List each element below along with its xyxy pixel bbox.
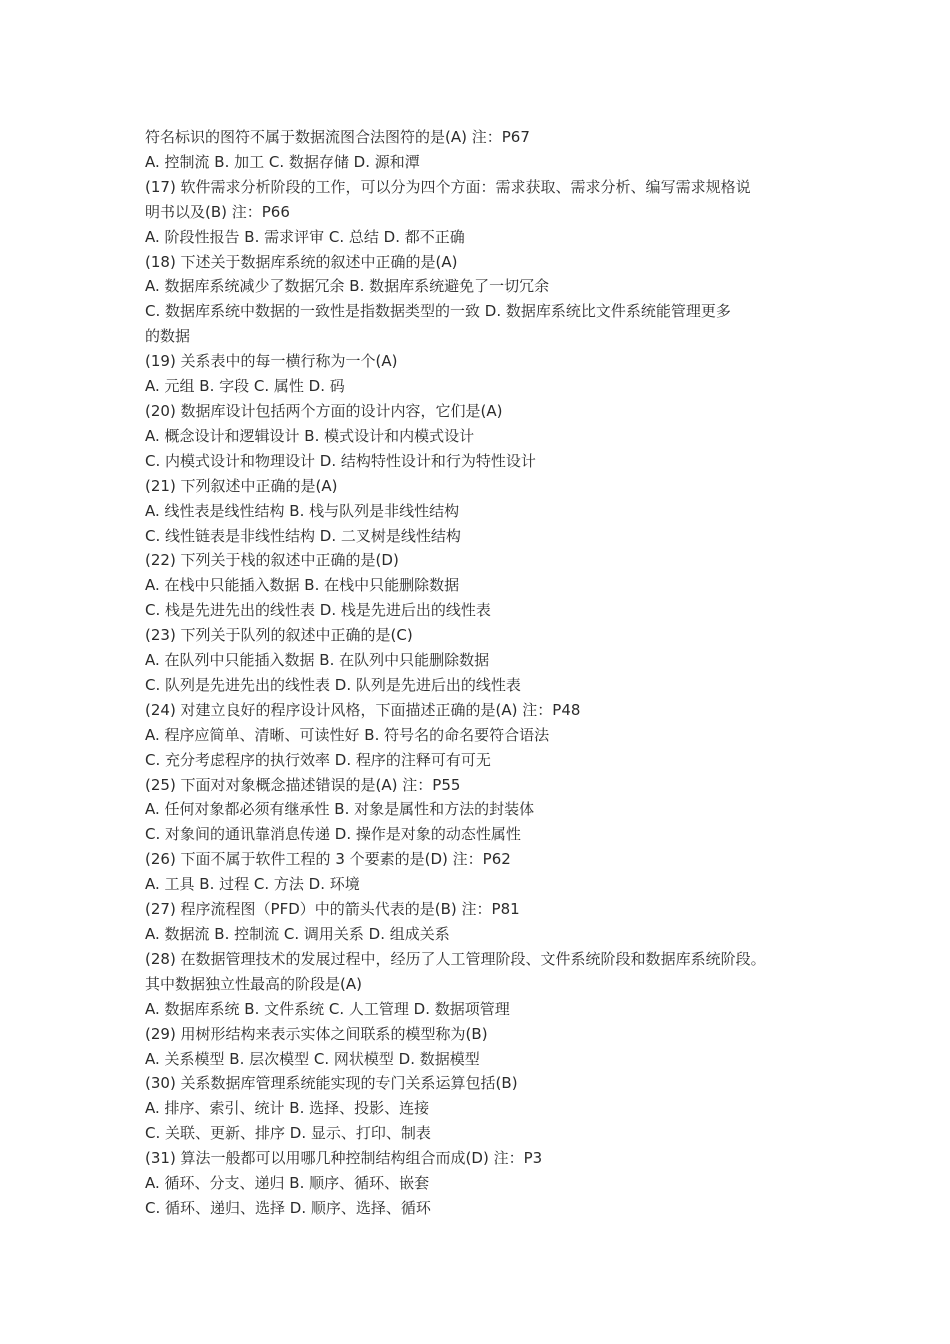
text-line: (30) 关系数据库管理系统能实现的专门关系运算包括(B) [145,1074,518,1093]
text-line: (23) 下列关于队列的叙述中正确的是(C) [145,626,413,645]
text-line: A. 概念设计和逻辑设计 B. 模式设计和内模式设计 [145,426,475,445]
text-line: (19) 关系表中的每一横行称为一个(A) [145,352,398,371]
text-line: (25) 下面对对象概念描述错误的是(A) 注：P55 [145,775,461,794]
text-line: 明书以及(B) 注：P66 [145,202,290,221]
text-line: C. 循环、递归、选择 D. 顺序、选择、循环 [145,1198,431,1217]
text-line: (31) 算法一般都可以用哪几种控制结构组合而成(D) 注：P3 [145,1149,543,1168]
text-line: A. 关系模型 B. 层次模型 C. 网状模型 D. 数据模型 [145,1049,480,1068]
text-line: A. 程序应简单、清晰、可读性好 B. 符号名的命名要符合语法 [145,725,550,744]
text-line: 其中数据独立性最高的阶段是(A) [145,974,362,993]
text-line: C. 充分考虑程序的执行效率 D. 程序的注释可有可无 [145,750,491,769]
text-line: A. 在栈中只能插入数据 B. 在栈中只能删除数据 [145,576,460,595]
text-line: A. 任何对象都必须有继承性 B. 对象是属性和方法的封装体 [145,800,535,819]
text-line: C. 队列是先进先出的线性表 D. 队列是先进后出的线性表 [145,675,521,694]
text-line: A. 在队列中只能插入数据 B. 在队列中只能删除数据 [145,651,490,670]
text-line: (17) 软件需求分析阶段的工作，可以分为四个方面：需求获取、需求分析、编写需求规格说 [145,177,751,196]
text-line: C. 关联、更新、排序 D. 显示、打印、制表 [145,1124,431,1143]
text-line: 符名标识的图符不属于数据流图合法图符的是(A) 注：P67 [145,128,530,146]
text-line: A. 排序、索引、统计 B. 选择、投影、连接 [145,1099,430,1118]
text-line: A. 数据流 B. 控制流 C. 调用关系 D. 组成关系 [145,925,450,943]
text-line: (27) 程序流程图（PFD）中的箭头代表的是(B) 注：P81 [145,900,520,919]
text-line: A. 阶段性报告 B. 需求评审 C. 总结 D. 都不正确 [145,227,465,246]
text-line: (21) 下列叙述中正确的是(A) [145,476,338,495]
text-line: (28) 在数据管理技术的发展过程中，经历了人工管理阶段、文件系统阶段和数据库系统阶段。 [145,949,766,968]
text-line: (20) 数据库设计包括两个方面的设计内容，它们是(A) [145,401,503,420]
text-line: A. 工具 B. 过程 C. 方法 D. 环境 [145,875,360,894]
text-line: C. 数据库系统中数据的一致性是指数据类型的一致 D. 数据库系统比文件系统能管理更多 [145,302,731,321]
text-line: (18) 下述关于数据库系统的叙述中正确的是(A) [145,252,458,271]
text-line: A. 线性表是线性结构 B. 栈与队列是非线性结构 [145,501,460,520]
text-line: (26) 下面不属于软件工程的 3 个要素的是(D) 注：P62 [145,850,511,869]
text-line: (24) 对建立良好的程序设计风格，下面描述正确的是(A) 注：P48 [145,700,581,719]
text-line: 的数据 [145,327,191,346]
text-line: A. 数据库系统 B. 文件系统 C. 人工管理 D. 数据项管理 [145,999,510,1018]
text-line: A. 循环、分支、递归 B. 顺序、循环、嵌套 [145,1174,430,1193]
text-line: C. 对象间的通讯靠消息传递 D. 操作是对象的动态性属性 [145,825,521,844]
text-line: C. 栈是先进先出的线性表 D. 栈是先进后出的线性表 [145,601,491,620]
text-line: A. 元组 B. 字段 C. 属性 D. 码 [145,377,345,396]
text-line: C. 线性链表是非线性结构 D. 二叉树是线性结构 [145,526,461,545]
text-line: A. 数据库系统减少了数据冗余 B. 数据库系统避免了一切冗余 [145,277,550,296]
text-line: A. 控制流 B. 加工 C. 数据存储 D. 源和潭 [145,152,420,171]
document-body [145,125,825,1221]
text-line: (29) 用树形结构来表示实体之间联系的模型称为(B) [145,1024,488,1043]
text-line: (22) 下列关于栈的叙述中正确的是(D) [145,551,399,570]
text-line: C. 内模式设计和物理设计 D. 结构特性设计和行为特性设计 [145,451,536,470]
